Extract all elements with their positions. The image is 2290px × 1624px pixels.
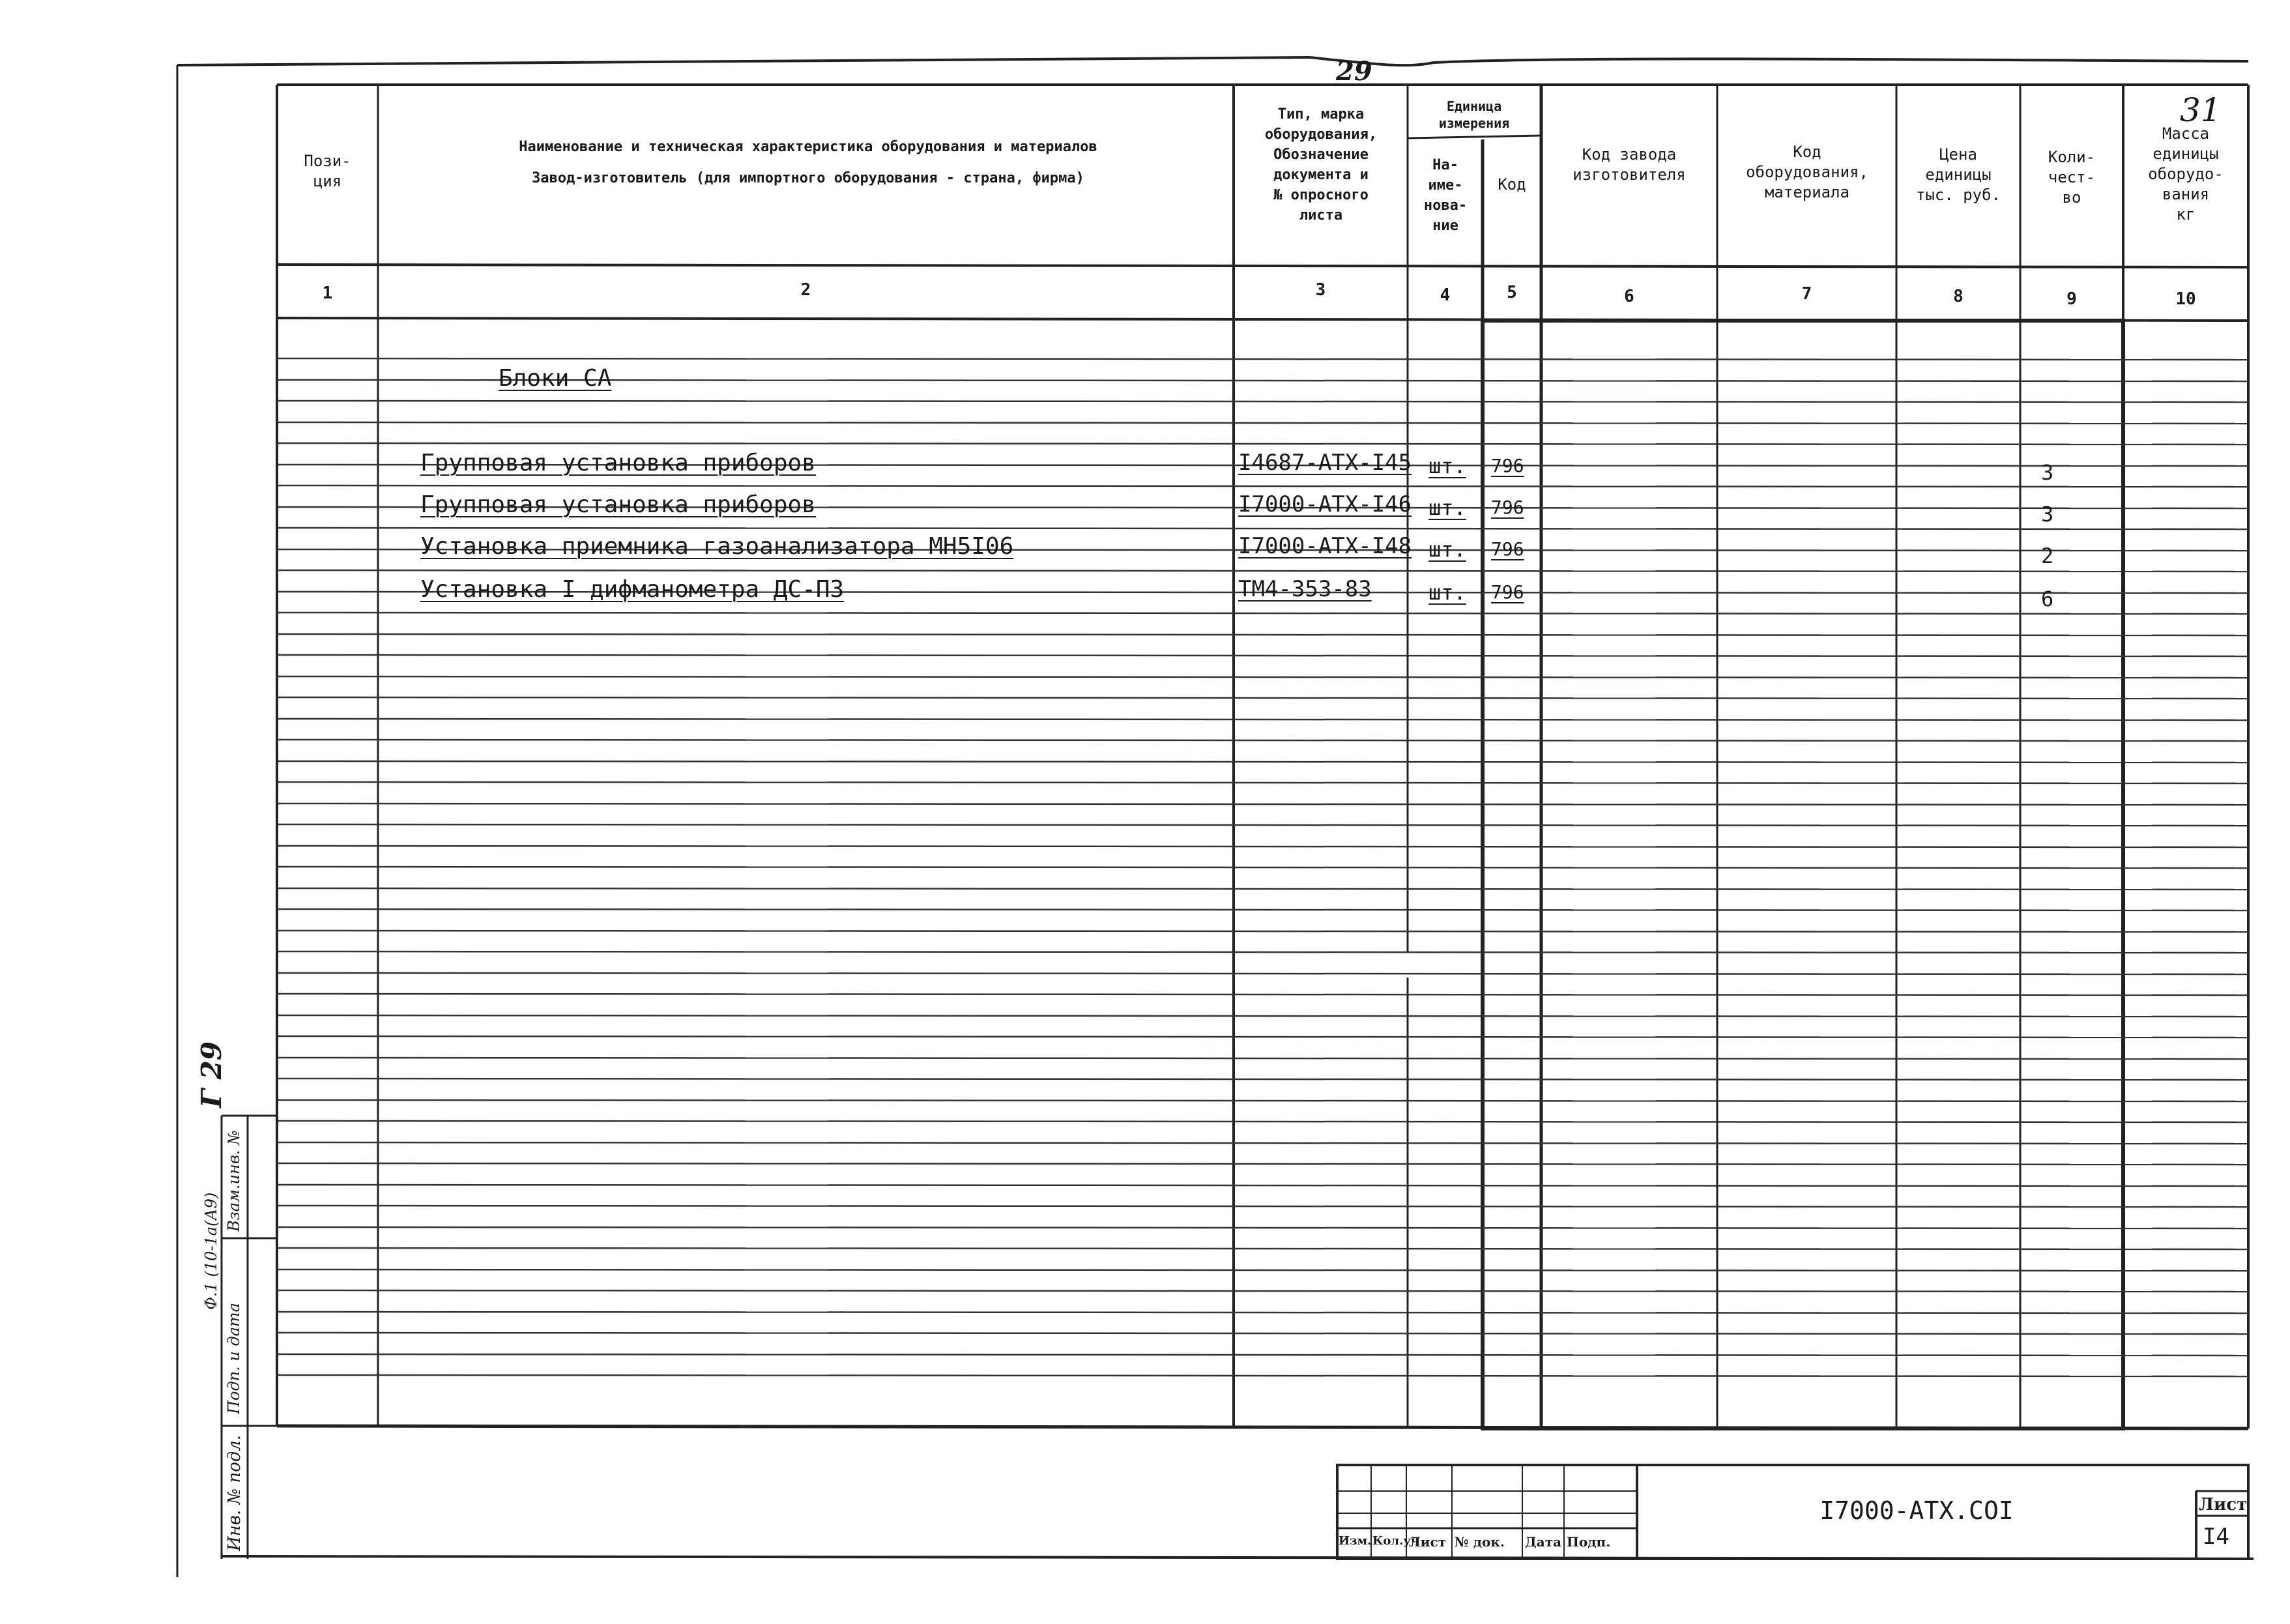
row-doc: ТМ4-353-83: [1238, 576, 1372, 602]
colnum-7: 7: [1801, 284, 1812, 304]
row-code: 796: [1491, 455, 1524, 476]
row-unit: шт.: [1428, 537, 1466, 562]
row-unit: шт.: [1428, 580, 1466, 605]
row-unit: шт.: [1428, 495, 1466, 520]
colnum-8: 8: [1953, 287, 1964, 306]
row-qty: 3: [2041, 460, 2054, 485]
header-position: Пози- ция: [304, 152, 351, 190]
row-code: 796: [1491, 538, 1524, 560]
row-code: 796: [1491, 497, 1524, 518]
tb-data: Дата: [1525, 1534, 1562, 1550]
tb-list: Лист: [1409, 1534, 1447, 1550]
colnum-9: 9: [2066, 289, 2077, 309]
header-unit-group: Единица измерения: [1438, 98, 1510, 131]
sheet-number: I4: [2203, 1524, 2229, 1550]
stamp-top-number: 29: [1336, 56, 1372, 87]
colnum-5: 5: [1507, 283, 1517, 302]
header-unit-name: На- име- нова- ние: [1423, 157, 1468, 234]
row-doc: I7000-АТХ-I46: [1238, 491, 1412, 517]
colnum-1: 1: [322, 283, 333, 303]
header-unit-price: Цена единицы тыс. руб.: [1915, 145, 2001, 204]
colnum-3: 3: [1315, 280, 1326, 300]
podp-label: Подп. и дата: [225, 1303, 243, 1414]
inv-label: Инв. № подл.: [225, 1434, 244, 1551]
vzam-label: Взам.инв. №: [225, 1130, 243, 1232]
row-qty: 6: [2041, 587, 2054, 611]
colnum-2: 2: [800, 280, 811, 300]
header-plant-code: Код завода изготовителя: [1573, 145, 1686, 184]
section-title: Блоки СА: [499, 365, 612, 392]
row-name: Установка I дифманометра ДС-П3: [420, 576, 845, 603]
row-qty: 2: [2041, 544, 2054, 568]
form-label: Ф.1 (10-1а(А9): [202, 1192, 220, 1310]
colnum-10: 10: [2175, 289, 2196, 309]
tb-sheet-label: Лист: [2199, 1495, 2248, 1515]
row-unit: шт.: [1428, 454, 1466, 478]
header-quantity: Коли- чест- во: [2048, 148, 2096, 207]
tb-ndok: № док.: [1455, 1534, 1505, 1550]
row-name: Групповая установка приборов: [420, 491, 816, 518]
row-name: Установка приемника газоанализатора МН5I06: [420, 533, 1014, 560]
side-mark: Г 29: [196, 1041, 227, 1108]
tb-kol: Кол.уч: [1372, 1534, 1420, 1548]
tb-izm: Изм.: [1339, 1534, 1372, 1548]
header-unit-mass: Масса единицы оборудо- вания кг: [2148, 124, 2224, 224]
row-doc: I4687-АТХ-I45: [1238, 450, 1412, 476]
header-unit-code: Код: [1498, 175, 1526, 194]
sheet-mark: 31: [2180, 91, 2222, 129]
colnum-6: 6: [1624, 287, 1634, 306]
header-doc-type: Тип, марка оборудования, Обозначение документа и № опросного листа: [1264, 106, 1378, 224]
document-code: I7000-АТХ.СOI: [1819, 1496, 2014, 1525]
tb-podp: Подп.: [1567, 1534, 1611, 1550]
row-name: Групповая установка приборов: [420, 450, 816, 476]
row-doc: I7000-АТХ-I48: [1238, 533, 1412, 559]
header-name-line1: Наименование и техническая характеристика оборудования и материалов: [519, 139, 1097, 155]
header-name-line2: Завод-изготовитель (для импортного оборудования - страна, фирма): [532, 170, 1084, 186]
row-code: 796: [1491, 581, 1524, 603]
row-qty: 3: [2041, 502, 2054, 527]
colnum-4: 4: [1440, 285, 1451, 305]
header-equipment-code: Код оборудования, материала: [1746, 143, 1868, 201]
